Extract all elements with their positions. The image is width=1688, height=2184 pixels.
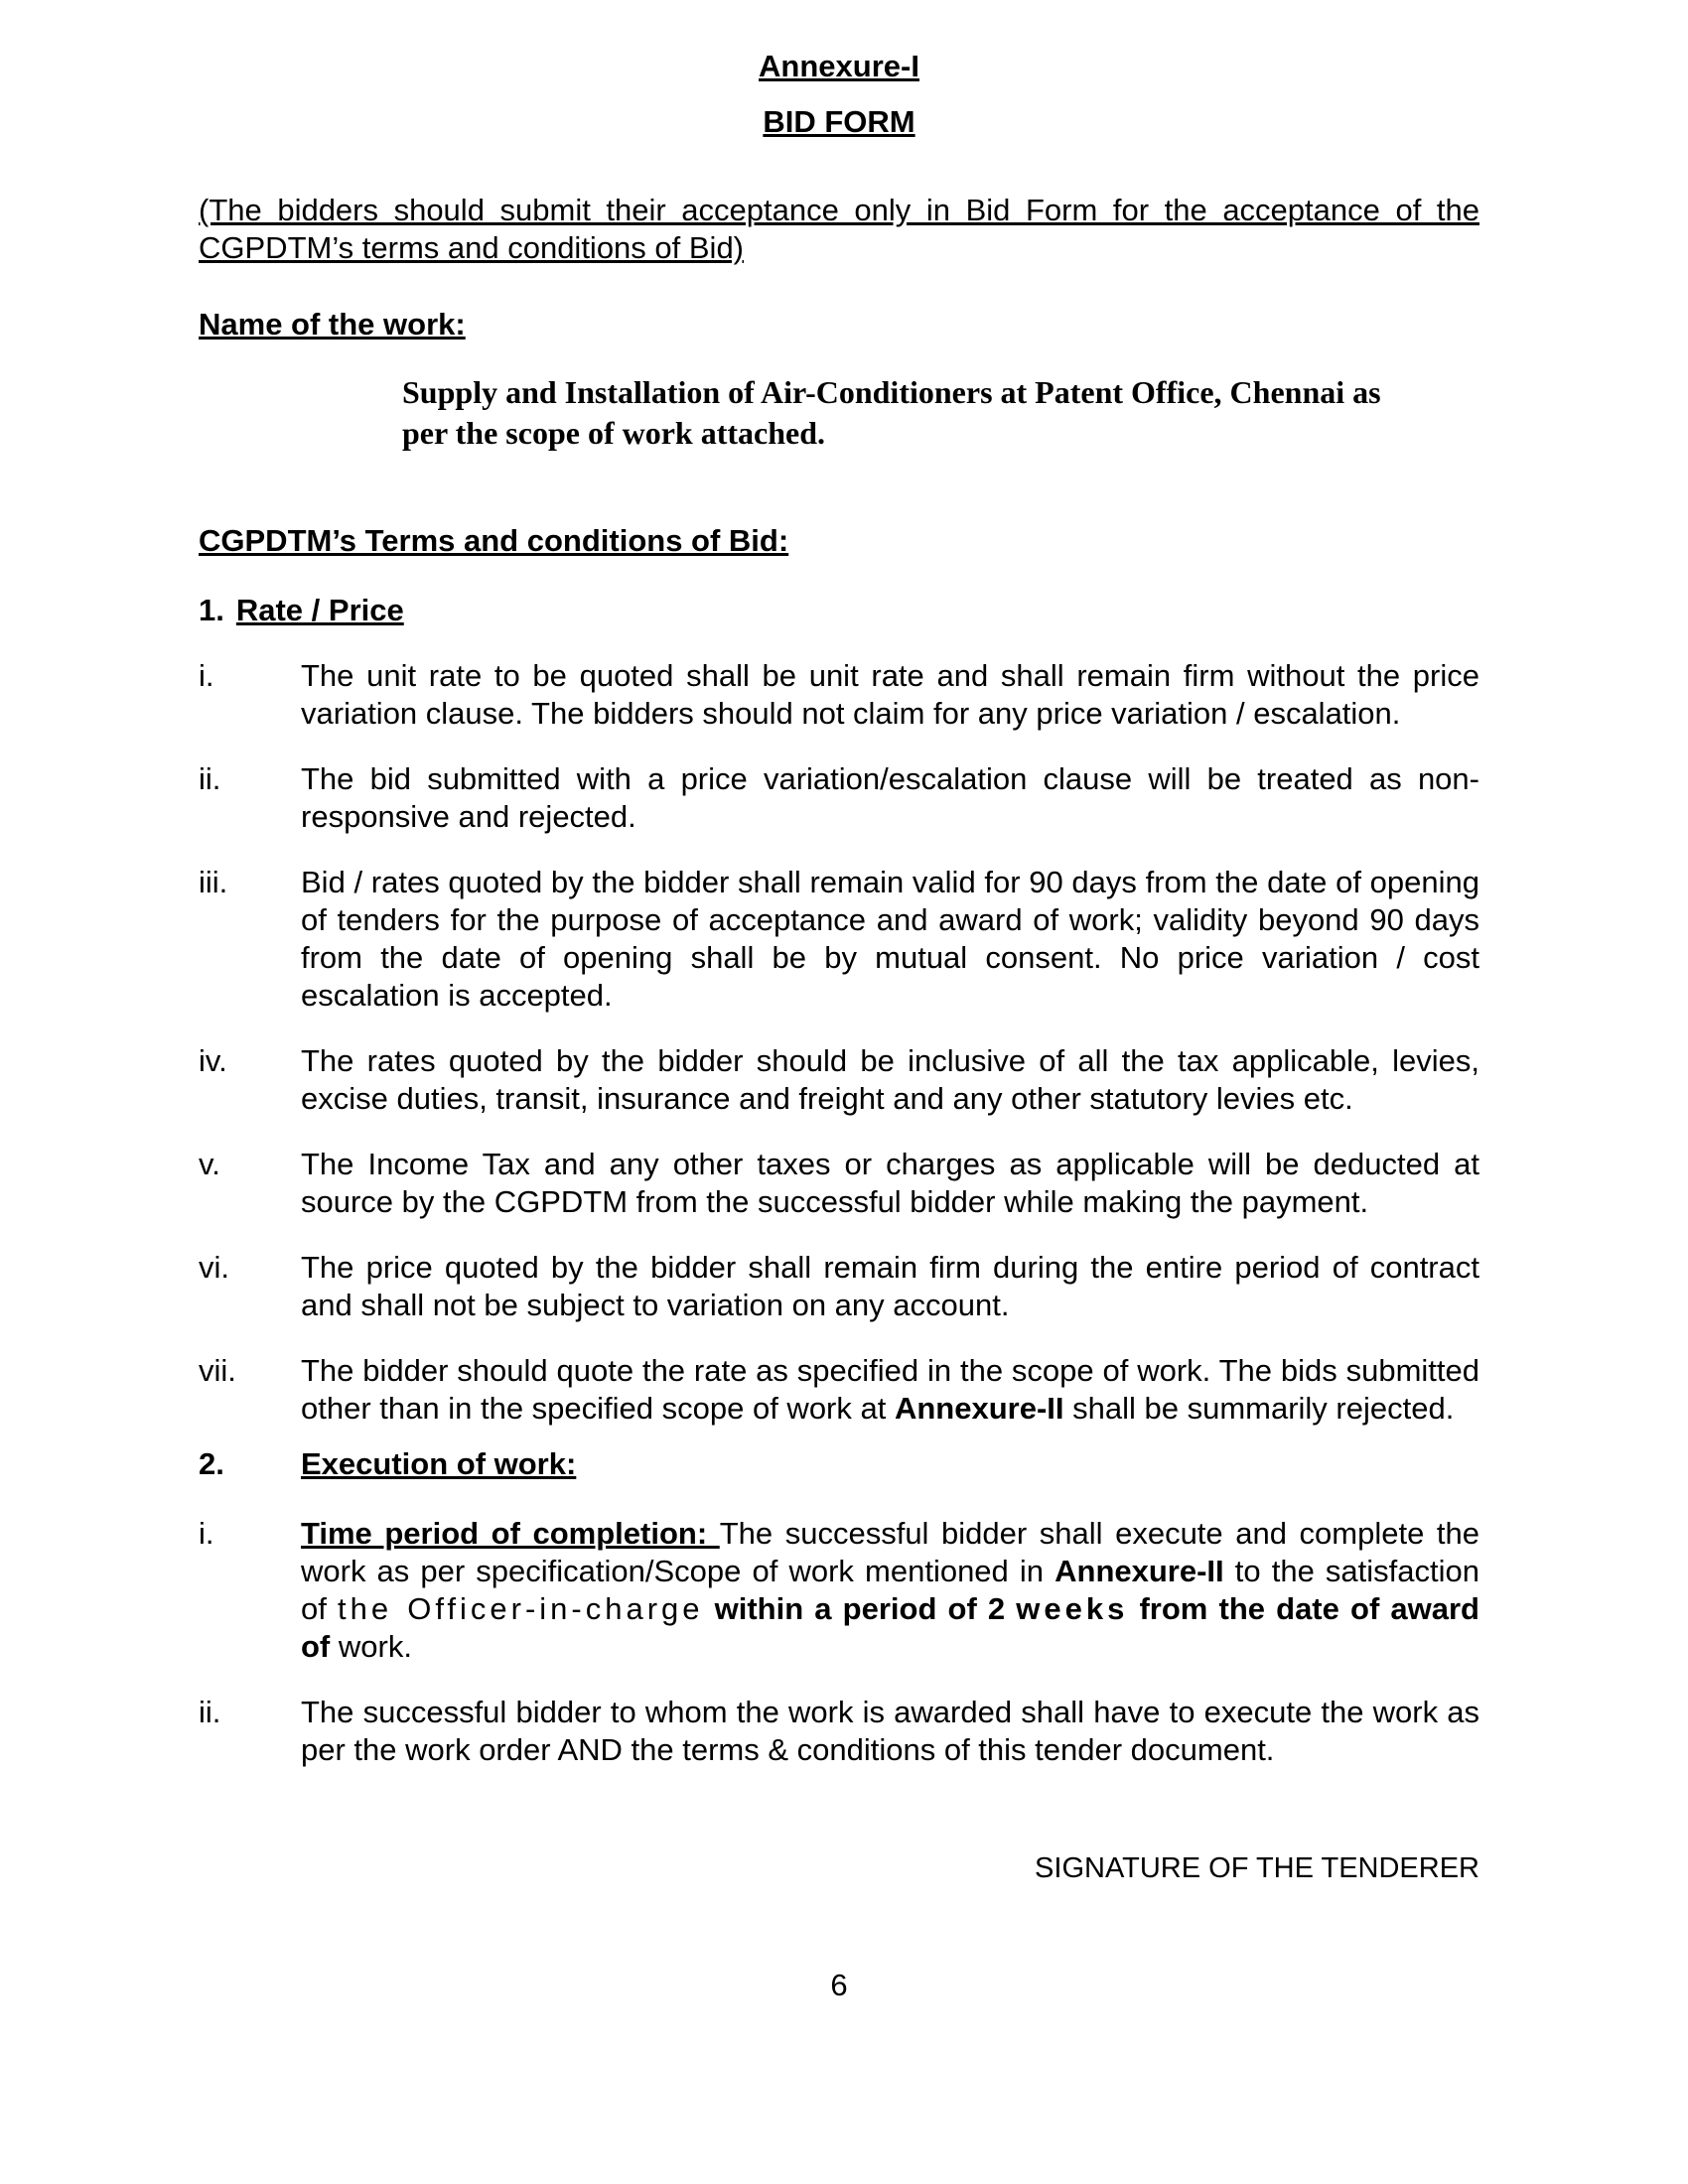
section-2-number: 2. [199,1446,224,1481]
list-marker: iii. [199,865,228,899]
work-description-line-1: Supply and Installation of Air-Conditioners at Patent Office, Chennai as [402,374,1381,410]
list-marker: i. [199,1516,214,1551]
bid-form-title: BID FORM [763,104,915,139]
list-item-text: The bid submitted with a price variation/escalation clause will be treated as non-responsive and rejected. [301,761,1479,834]
page-number: 6 [830,1968,848,2002]
list-marker: vii. [199,1353,236,1388]
list-marker: ii. [199,761,221,796]
list-item-text: Bid / rates quoted by the bidder shall remain valid for 90 days from the date of opening of tenders for the purpose of acceptance and award of work; validity beyond 90 days from the date of opening shall be by mutual consent. No price variation / cost escalation is accepted. [301,865,1479,1013]
section-1-heading [199,592,1479,629]
list-item-text: The price quoted by the bidder shall remain firm during the entire period of contract and shall not be subject to variation on any account. [301,1250,1479,1322]
officer-in-charge-text: the Officer-in-charge [337,1591,704,1626]
intro-note: (The bidders should submit their acceptance only in Bid Form for the acceptance of the CGPDTM’s terms and conditions of Bid) [199,193,1479,265]
list-marker: iv. [199,1043,227,1078]
list-item-vii [199,1352,1479,1428]
list-item-ii [199,760,1479,836]
list-marker: vi. [199,1250,229,1285]
section-1-number: 1. [199,593,224,627]
list-item-v [199,1146,1479,1221]
list-item-text: The bidder should quote the rate as specified in the scope of work. The bids submitted other than in the specified scope of work at Annexure-II shall be summarily rejected. [301,1353,1479,1426]
annexure-ii-ref: Annexure-II [894,1391,1064,1426]
list-item-vi [199,1249,1479,1324]
name-of-work-heading: Name of the work: [199,307,466,341]
list-item-text: The Income Tax and any other taxes or charges as applicable will be deducted at source by the CGPDTM from the successful bidder while making the payment. [301,1147,1479,1219]
list-item-iii [199,864,1479,1015]
annexure-title: Annexure-I [759,49,919,83]
section-2-title: Execution of work: [301,1446,577,1481]
section-1-title: Rate / Price [235,593,404,627]
section-2-heading [199,1445,1479,1483]
list-marker: i. [199,658,214,693]
list-item-exec-ii [199,1694,1479,1769]
terms-heading: CGPDTM’s Terms and conditions of Bid: [199,523,789,558]
list-item-exec-i [199,1515,1479,1666]
list-item-text: Time period of completion: The successful bidder shall execute and complete the work as per specification/Scope of work mentioned in Annexure-II to the satisfaction of the Officer-in-charge within a period of 2 weeks from the date of award of work. [301,1516,1479,1664]
list-item-text: The successful bidder to whom the work is awarded shall have to execute the work as per the work order AND the terms & conditions of this tender document. [301,1695,1479,1767]
list-marker: ii. [199,1695,221,1729]
work-description-line-2: per the scope of work attached. [402,415,826,451]
list-item-i [199,657,1479,733]
annexure-ii-ref: Annexure-II [1055,1554,1224,1588]
time-period-label: Time period of completion: [301,1516,720,1551]
signature-line: SIGNATURE OF THE TENDERER [1035,1852,1479,1884]
work-description [402,372,1450,454]
list-marker: v. [199,1147,220,1181]
list-item-iv [199,1042,1479,1118]
list-item-text: The unit rate to be quoted shall be unit rate and shall remain firm without the price variation clause. The bidders should not claim for any price variation / escalation. [301,658,1479,731]
list-item-text: The rates quoted by the bidder should be inclusive of all the tax applicable, levies, excise duties, transit, insurance and freight and any other statutory levies etc. [301,1043,1479,1116]
